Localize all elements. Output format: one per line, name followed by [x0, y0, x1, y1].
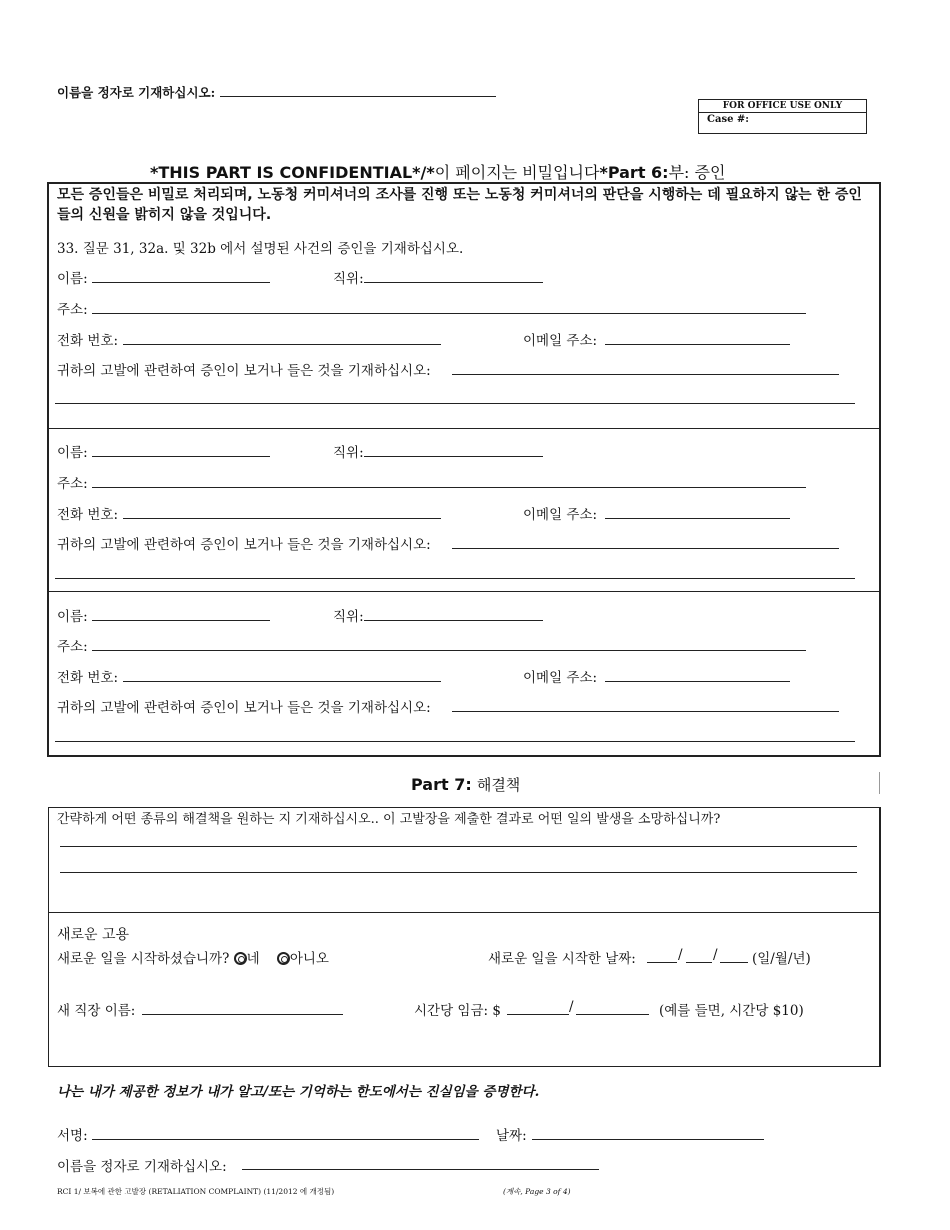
- remedy-answer-line-1[interactable]: [60, 846, 857, 847]
- remedy-divider: [48, 912, 881, 913]
- new-job-question-text: 새로운 일을 시작하셨습니까?: [57, 951, 230, 967]
- part7-label: Part 7:: [411, 775, 472, 794]
- yes-label: 네: [246, 951, 260, 967]
- confidential-text: *THIS PART IS CONFIDENTIAL: [150, 163, 413, 182]
- date-label: 날짜:: [496, 1128, 527, 1144]
- witness3-address-label: 주소:: [57, 639, 88, 655]
- new-job-question: [57, 947, 329, 967]
- remedy-answer-line-2[interactable]: [60, 872, 857, 873]
- part7-title: 해결책: [476, 776, 521, 794]
- case-number-label: Case #:: [707, 114, 749, 125]
- witness1-title-field[interactable]: [364, 282, 543, 283]
- witness2-name-field[interactable]: [92, 456, 270, 457]
- print-name-label: 이름을 정자로 기재하십시오:: [57, 1159, 227, 1175]
- witness1-email-label: 이메일 주소:: [523, 333, 598, 349]
- witness-intro: 모든 증인들은 비밀로 처리되며, 노동청 커미셔너의 조사를 진행 또는 노동청 커미셔너의 판단을 시행하는 데 필요하지 않는 한 증인들의 신원을 밝히지 않을 것입니다.: [57, 187, 862, 223]
- witness3-name-field[interactable]: [92, 620, 270, 621]
- witness1-email-field[interactable]: [605, 344, 790, 345]
- wage-slash: /: [569, 999, 574, 1015]
- remedy-box-right-edge: [879, 807, 881, 1067]
- office-use-title: FOR OFFICE USE ONLY: [699, 100, 866, 113]
- question-33: 33. 질문 31, 32a. 및 32b 에서 설명된 사건의 증인을 기재하십시오.: [57, 241, 464, 257]
- top-print-name-label: 이름을 정자로 기재하십시오:: [57, 85, 216, 100]
- office-use-box: [698, 99, 867, 134]
- hourly-wage-label: 시간당 임금: $: [414, 1003, 501, 1019]
- witness1-phone-field[interactable]: [123, 344, 441, 345]
- date-format-hint: (일/월/년): [752, 951, 811, 967]
- witness3-address-field[interactable]: [92, 650, 806, 651]
- witness2-phone-label: 전화 번호:: [57, 507, 119, 523]
- witness3-statement-label: 귀하의 고발에 관련하여 증인이 보거나 들은 것을 기재하십시오:: [57, 700, 431, 716]
- no-radio[interactable]: [277, 952, 290, 965]
- witness3-statement-field-2[interactable]: [55, 741, 855, 742]
- witness3-email-label: 이메일 주소:: [523, 670, 598, 686]
- signature-field[interactable]: [92, 1139, 479, 1140]
- witness3-email-field[interactable]: [605, 681, 790, 682]
- witness2-email-field[interactable]: [605, 518, 790, 519]
- start-day-field[interactable]: [647, 962, 677, 963]
- witness2-title-field[interactable]: [364, 456, 543, 457]
- new-employer-field[interactable]: [142, 1014, 343, 1015]
- signature-label: 서명:: [57, 1128, 88, 1144]
- witness2-email-label: 이메일 주소:: [523, 507, 598, 523]
- remedy-question: 간략하게 어떤 종류의 해결책을 원하는 지 기재하십시오.. 이 고발장을 제출한 결과로 어떤 일의 발생을 소망하십니까?: [57, 812, 721, 827]
- witness3-title-label: 직위:: [333, 609, 364, 625]
- witness1-name-label: 이름:: [57, 271, 88, 287]
- new-employer-label: 새 직장 이름:: [57, 1003, 136, 1019]
- new-employment-title: 새로운 고용: [57, 927, 130, 943]
- witness3-statement-field[interactable]: [452, 711, 839, 712]
- part7-heading: [411, 774, 520, 795]
- witness-box: [47, 182, 881, 757]
- witness1-statement-label: 귀하의 고발에 관련하여 증인이 보거나 들은 것을 기재하십시오:: [57, 363, 431, 379]
- witness3-phone-label: 전화 번호:: [57, 670, 119, 686]
- witness1-address-label: 주소:: [57, 302, 88, 318]
- yes-radio[interactable]: [234, 952, 247, 965]
- witness2-name-label: 이름:: [57, 445, 88, 461]
- date-slash-1: /: [678, 947, 683, 963]
- footer-form-id: RCI 1/ 보복에 관한 고발장 (RETALIATION COMPLAINT) (11/2012 에 개정됨): [57, 1187, 335, 1196]
- witness1-address-field[interactable]: [92, 313, 806, 314]
- heading-separator: */*: [412, 163, 435, 182]
- witness2-title-label: 직위:: [333, 445, 364, 461]
- confidential-korean: 이 페이지는 비밀입니다: [434, 163, 600, 182]
- witness1-name-field[interactable]: [92, 282, 270, 283]
- start-year-field[interactable]: [720, 962, 748, 963]
- hourly-wage-field[interactable]: [507, 1014, 569, 1015]
- start-month-field[interactable]: [686, 962, 712, 963]
- print-name-field[interactable]: [242, 1169, 599, 1170]
- part7-edge-mark: [879, 772, 880, 794]
- footer-page-number: (계속, Page 3 of 4): [503, 1187, 571, 1196]
- witness2-statement-field-2[interactable]: [55, 578, 855, 579]
- witness1-title-label: 직위:: [333, 271, 364, 287]
- no-label: 아니오: [289, 951, 329, 967]
- witness1-phone-label: 전화 번호:: [57, 333, 119, 349]
- start-date-label: 새로운 일을 시작한 날짜:: [488, 951, 636, 967]
- wage-unit-field[interactable]: [576, 1014, 649, 1015]
- wage-example: (예를 들면, 시간당 $10): [659, 1003, 804, 1019]
- witness2-address-label: 주소:: [57, 476, 88, 492]
- witness1-statement-field[interactable]: [452, 374, 839, 375]
- date-slash-2: /: [713, 947, 718, 963]
- witness2-phone-field[interactable]: [123, 518, 441, 519]
- certification-statement: 나는 내가 제공한 정보가 내가 알고/또는 기억하는 한도에서는 진실임을 증명한다.: [57, 1084, 540, 1100]
- date-field[interactable]: [532, 1139, 764, 1140]
- part6-label: *Part 6:: [599, 163, 669, 182]
- witness-divider-1: [47, 428, 881, 429]
- witness2-address-field[interactable]: [92, 487, 806, 488]
- witness3-title-field[interactable]: [364, 620, 543, 621]
- witness1-statement-field-2[interactable]: [55, 403, 855, 404]
- witness2-statement-label: 귀하의 고발에 관련하여 증인이 보거나 들은 것을 기재하십시오:: [57, 537, 431, 553]
- witness-divider-2: [47, 591, 881, 592]
- witness3-name-label: 이름:: [57, 609, 88, 625]
- witness2-statement-field[interactable]: [452, 548, 839, 549]
- part6-heading: [150, 160, 725, 183]
- part6-title: 부: 증인: [668, 163, 726, 182]
- top-print-name-field[interactable]: [220, 96, 496, 97]
- witness3-phone-field[interactable]: [123, 681, 441, 682]
